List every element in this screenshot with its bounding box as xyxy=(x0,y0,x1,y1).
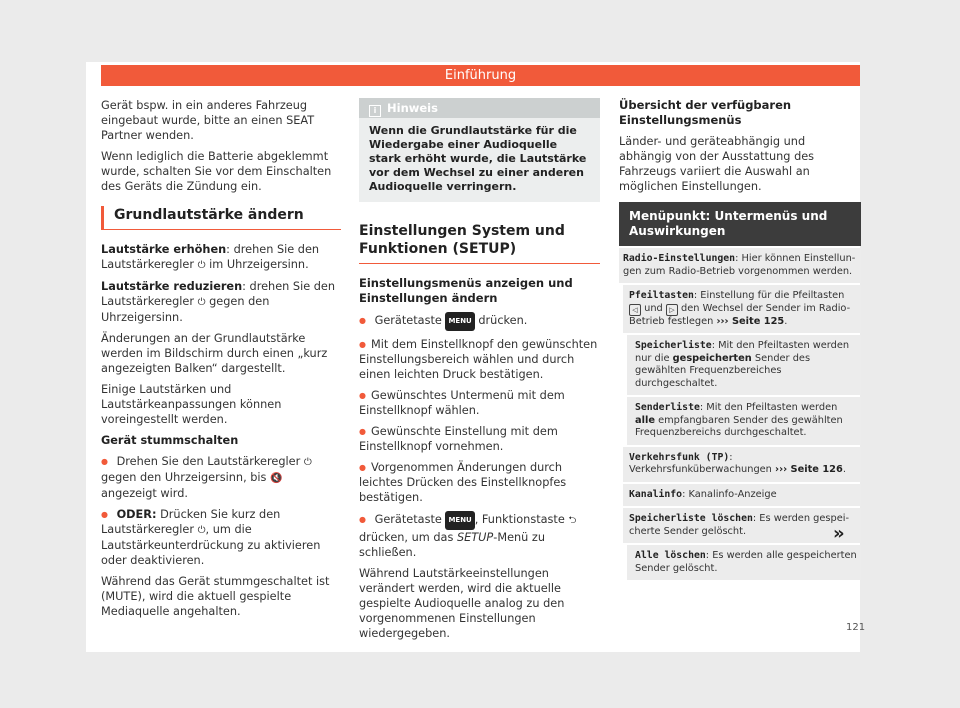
text: empfangbaren Sender des gewählten Frequenzbereichs durchgeschaltet. xyxy=(635,414,843,438)
text: : drehen Sie den Lautstärkeregler xyxy=(101,243,320,271)
table-row xyxy=(623,484,861,507)
bullet-item xyxy=(359,511,600,560)
arrow-left-key-icon: ◁ xyxy=(629,304,641,316)
text: : Mit den Pfeiltasten werden nur die xyxy=(635,340,850,364)
table-row xyxy=(619,248,861,283)
menu-key: Verkehrsfunk (TP) xyxy=(629,451,730,463)
text: angezeigt wird. xyxy=(101,487,188,500)
paragraph: Während Lautstärkeeinstellungen verändert werden, wird die aktuelle gespielte Audioquelle analog zu den vorgenommenen Einstellungen wiedergegeben. xyxy=(359,567,565,640)
power-knob-icon: ⏻ xyxy=(197,297,206,308)
text: : Einstellung für die Pfeiltasten xyxy=(693,290,845,301)
text: : Kanalinfo-Anzeige xyxy=(682,488,777,500)
bullet-item: ● Gewünschtes Untermenü mit dem Einstellknopf wählen. xyxy=(359,388,600,418)
back-arrow-icon: ⮌ xyxy=(568,515,577,526)
menu-key: Radio-Einstellungen xyxy=(623,253,736,264)
continue-mark: » xyxy=(833,523,845,544)
paragraph: Einige Lautstärken und Lautstärkeanpassungen können voreingestellt werden. xyxy=(101,383,282,426)
paragraph: Während das Gerät stummgeschaltet ist (MUTE), wird die aktuell gespielte Mediaquelle angehalten. xyxy=(101,575,330,618)
chapter-header: Einführung xyxy=(101,65,860,86)
text: : Mit den Pfeiltasten werden xyxy=(699,402,838,413)
text: und xyxy=(644,302,663,314)
paragraph: Länder- und geräteabhängig und abhängig von der Ausstattung des Fahrzeugs variiert die Auswahl an möglichen Einstellungen. xyxy=(619,135,815,193)
paragraph: Gerät bspw. in ein anderes Fahrzeug eingebaut wurde, bitte an einen SEAT Partner wenden. xyxy=(101,99,315,142)
page-number: 121 xyxy=(846,622,866,633)
table-row xyxy=(627,397,861,445)
mute-heading: Gerät stummschalten xyxy=(101,434,239,447)
text: , Funktionstaste xyxy=(474,513,565,526)
emphasis: alle xyxy=(635,414,655,426)
bullet-item: ● Vorgenommen Änderungen durch leichtes Drücken des Einstellknopfes bestätigen. xyxy=(359,460,600,505)
paragraph: Änderungen an der Grundlautstärke werden im Bildschirm durch einen „kurz angezeigten Balken“ dargestellt. xyxy=(101,332,328,375)
table-row xyxy=(627,335,861,395)
emphasis: gespeicherten xyxy=(672,352,752,364)
text: Sender des gewählten Frequenzbereiches durchgeschaltet. xyxy=(635,352,811,389)
mute-icon: 🔇 xyxy=(270,473,283,484)
label: ODER: xyxy=(116,508,157,521)
table-header: Menüpunkt: Untermenüs und Auswirkungen xyxy=(619,202,861,246)
text: -Menü zu schließen. xyxy=(359,531,546,559)
text: gegen den Uhrzeigersinn. xyxy=(101,295,270,324)
hint-header xyxy=(359,98,600,118)
table-row xyxy=(623,508,861,543)
text: : Hier können Einstellungen zum Radio-Betrieb vorgenommen werden. xyxy=(623,253,856,277)
text: Gerätetaste xyxy=(374,314,442,327)
column-left xyxy=(101,98,341,625)
menu-key-icon: MENU xyxy=(445,511,474,530)
power-knob-icon: ⏻ xyxy=(197,260,206,271)
menu-key: Alle löschen xyxy=(635,550,706,561)
table-row xyxy=(627,545,861,580)
table-row: Verkehrsfunk (TP): Verkehrsfunküberwachungen ››› Seite 126. xyxy=(623,447,861,482)
paragraph: Wenn lediglich die Batterie abgeklemmt wurde, schalten Sie vor dem Einschalten des Geräts die Zündung ein. xyxy=(101,150,332,193)
menu-key-icon: MENU xyxy=(445,312,474,331)
bullet-item xyxy=(359,312,600,331)
page-reference[interactable]: ››› Seite 126 xyxy=(775,464,843,475)
section-heading: Einstellungen System und Funktionen (SETUP) xyxy=(359,222,600,264)
subheading: Übersicht der verfügbaren Einstellungsmenüs xyxy=(619,98,792,127)
menu-key: Speicherliste xyxy=(635,340,712,351)
text: : Es werden gespeicherte Sender gelöscht. xyxy=(629,513,850,537)
paragraph xyxy=(101,242,341,273)
menu-key: Speicherliste löschen xyxy=(629,513,753,524)
text: Drehen Sie den Lautstärkeregler xyxy=(116,455,301,468)
text: : Es werden alle gespeicherten Sender gelöscht. xyxy=(635,550,857,574)
text: : drehen Sie den Lautstärkeregler xyxy=(101,280,336,308)
text: , um die Lautstärkeunterdrückung zu aktivieren oder deaktivieren. xyxy=(101,523,321,567)
table-row: Pfeiltasten: Einstellung für die Pfeiltasten ◁ und ▷ den Wechsel der Sender im Radio-Betrieb festlegen ››› Seite 125. xyxy=(623,285,861,333)
bullet-item: ● Gewünschte Einstellung mit dem Einstellknopf vornehmen. xyxy=(359,424,600,454)
text: gegen den Uhrzeigersinn, bis xyxy=(101,471,267,484)
bullet-item xyxy=(101,507,341,568)
text: drücken, um das xyxy=(359,531,454,544)
subheading: Einstellungsmenüs anzeigen und Einstellungen ändern xyxy=(359,276,573,305)
menu-key: Senderliste xyxy=(635,402,700,413)
menu-key: Kanalinfo xyxy=(629,488,683,500)
info-icon: i xyxy=(369,105,381,117)
column-middle xyxy=(359,98,600,647)
menu-key: Pfeiltasten xyxy=(629,290,694,301)
label: Lautstärke reduzieren xyxy=(101,280,243,293)
column-right xyxy=(619,98,861,580)
bullet-item: ● Mit dem Einstellknopf den gewünschten Einstellungsbereich wählen und durch einen leichten Druck bestätigen. xyxy=(359,337,600,382)
page-reference[interactable]: ››› Seite 125 xyxy=(716,315,785,327)
text: drücken. xyxy=(478,314,528,327)
hint-title: Hinweis xyxy=(387,101,438,115)
text: Drücken Sie kurz den Lautstärkeregler xyxy=(101,508,281,536)
power-knob-icon: ⏻ xyxy=(197,525,206,536)
bullet-item xyxy=(101,454,341,501)
power-knob-icon: ⏻ xyxy=(303,457,312,468)
settings-menu-table xyxy=(619,202,861,580)
text: : Verkehrsfunküberwachungen xyxy=(629,451,772,475)
section-heading: Grundlautstärke ändern xyxy=(101,206,341,230)
paragraph xyxy=(101,279,341,325)
hint-box xyxy=(359,98,600,202)
arrow-right-key-icon: ▷ xyxy=(666,304,678,316)
text: im Uhrzeigersinn. xyxy=(209,258,309,271)
subheading xyxy=(101,433,341,448)
hint-body: Wenn die Grundlautstärke für die Wiedergabe einer Audioquelle stark erhöht wurde, die Lautstärke vor dem Wechsel zu einer anderen Audioquelle verringern. xyxy=(369,124,587,193)
setup-term: SETUP xyxy=(456,531,494,544)
text: Gerätetaste xyxy=(374,513,442,526)
label: Lautstärke erhöhen xyxy=(101,243,227,256)
text: den Wechsel der Sender im Radio-Betrieb festlegen xyxy=(629,302,851,327)
